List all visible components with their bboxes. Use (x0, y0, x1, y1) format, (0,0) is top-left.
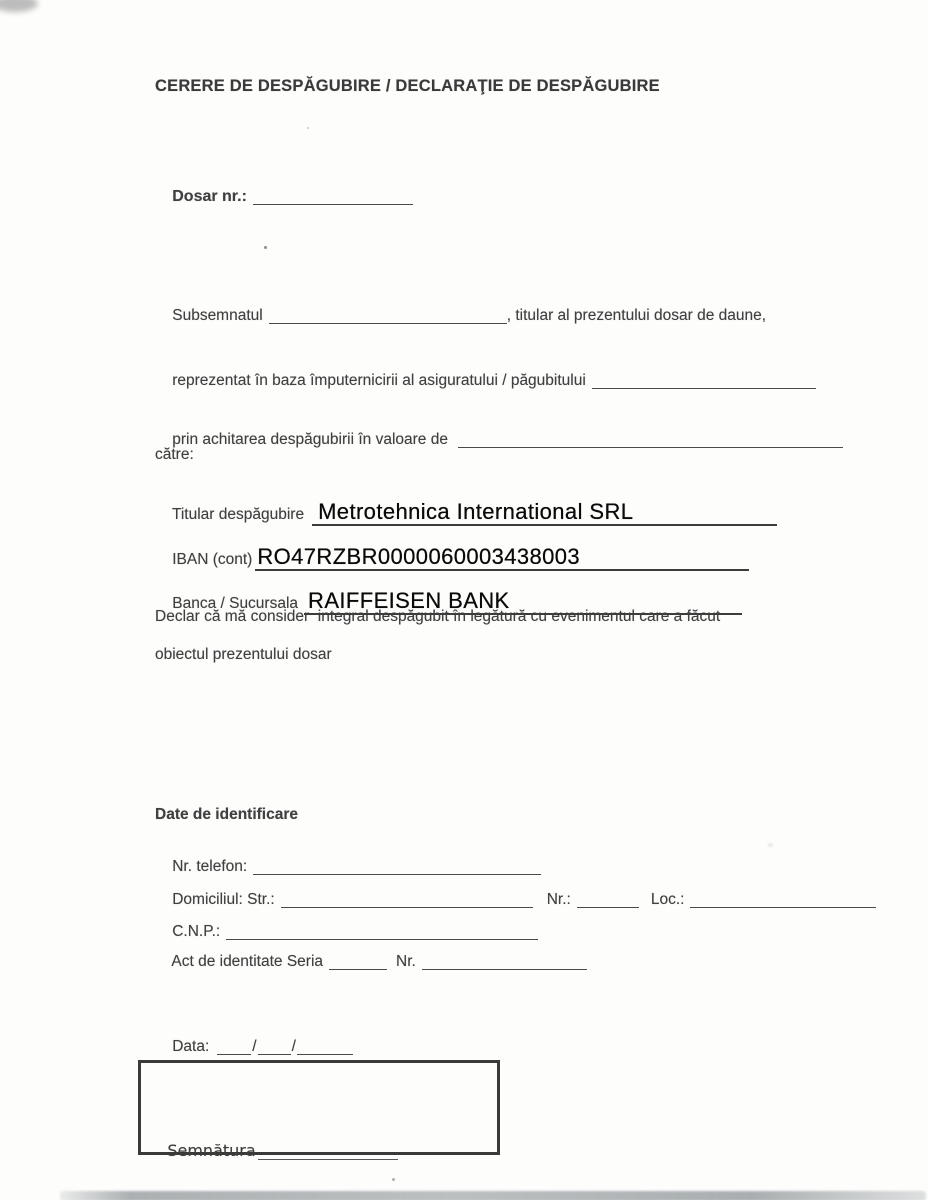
loc-label: Loc.: (650, 891, 685, 908)
nr-label: Nr.: (546, 891, 571, 908)
seria-field (329, 968, 387, 970)
scan-speckle (264, 246, 267, 249)
subsemnatul-line (155, 287, 766, 344)
valoare-label: prin achitarea despăgubirii în valoare de (172, 431, 448, 448)
banca-value: RAIFFEISEN BANK (308, 588, 510, 613)
nr-field (577, 906, 639, 908)
reprezentat-label: reprezentat în baza împuternicirii al asiguratului / păgubitului (172, 372, 586, 389)
identification-heading: Date de identificare (155, 806, 298, 823)
dosar-line (155, 168, 413, 225)
year-field (297, 1053, 353, 1055)
data-label: Data: (172, 1038, 210, 1055)
semnatura-line (147, 1122, 398, 1179)
month-field (258, 1053, 291, 1055)
act-nr-label: Nr. (396, 953, 416, 970)
cnp-label: C.N.P.: (172, 923, 221, 940)
declaration-line-1: Declar că mă consider integral despăgubit în legătură cu evenimentul care a făcut (155, 608, 721, 625)
claimant-name-field (269, 322, 507, 324)
day-field (217, 1053, 251, 1055)
semnatura-label: Semnătura (167, 1141, 256, 1160)
declaration-line-2: obiectul prezentului dosar (155, 646, 332, 663)
subsemnatul-suffix: , titular al prezentului dosar de daune, (506, 307, 767, 324)
titular-label: Titular despăgubire (171, 506, 305, 523)
act-line (155, 933, 587, 990)
subsemnatul-label: Subsemnatul (172, 307, 263, 324)
reprezentat-line (155, 352, 816, 409)
form-title: CERERE DE DESPĂGUBIRE / DECLARAŢIE DE DESPĂGUBIRE (155, 77, 660, 95)
iban-label: IBAN (cont) (172, 551, 253, 568)
scan-edge-band (60, 1191, 926, 1200)
semnatura-field (258, 1158, 398, 1160)
banca-label: Banca / Sucursala (172, 595, 299, 612)
iban-value: RO47RZBR0000060003438003 (257, 544, 581, 569)
date-slash: / (252, 1038, 257, 1055)
titular-field (312, 500, 777, 526)
telefon-label: Nr. telefon: (172, 858, 248, 875)
valoare-line (155, 411, 843, 468)
act-label: Act de identitate Seria (171, 953, 324, 970)
amount-field (458, 446, 843, 448)
scan-smudge-top-left (0, 0, 38, 12)
dosar-number-field (253, 203, 413, 205)
domiciliu-label: Domiciliul: Str.: (172, 891, 275, 908)
date-slash-2: / (291, 1038, 296, 1055)
scan-speckle (307, 127, 309, 129)
act-nr-field (422, 968, 587, 970)
dosar-label: Dosar nr.: (172, 188, 247, 205)
scan-speckle (768, 844, 773, 846)
catre-label: către: (155, 446, 194, 463)
insured-name-field (592, 387, 816, 389)
loc-field (690, 906, 876, 908)
titular-value: Metrotehnica International SRL (318, 499, 634, 524)
iban-field (255, 545, 749, 571)
